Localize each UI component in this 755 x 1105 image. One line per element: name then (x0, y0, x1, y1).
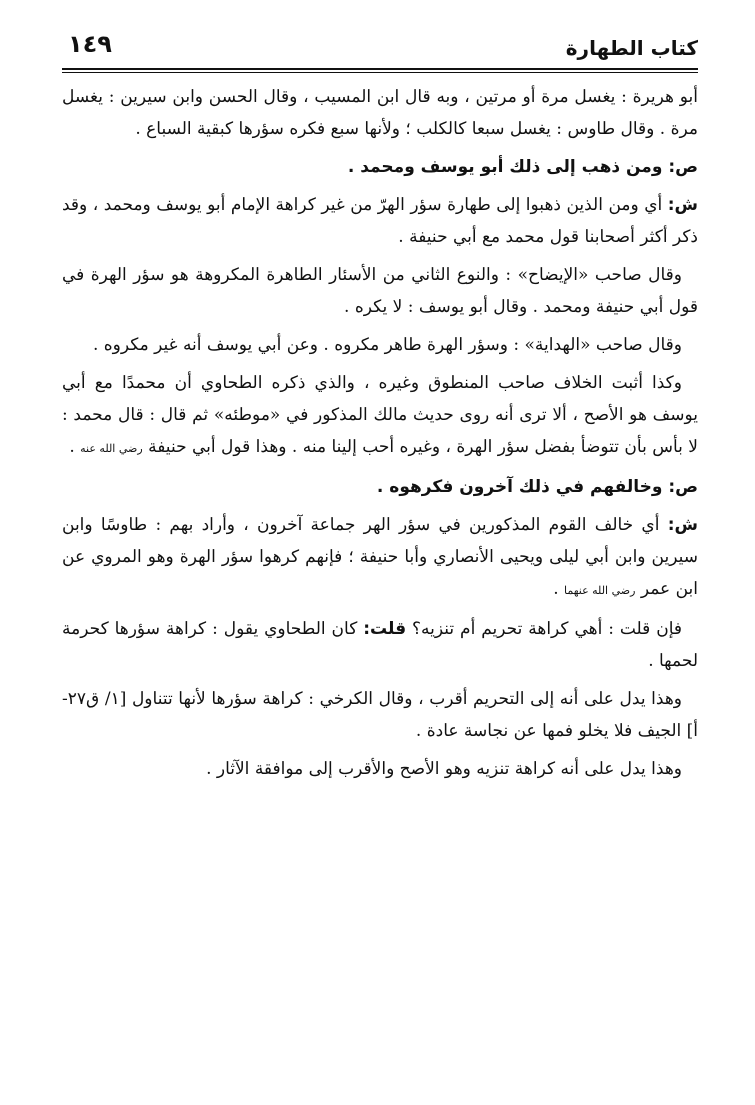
paragraph-4: وكذا أثبت الخلاف صاحب المنطوق وغيره ، والذي ذكره الطحاوي أن محمدًا مع أبي يوسف هو الأصح ، ألا ترى أنه روى حديث مالك المذكور في «موطئه» ثم قال : قال محمد : لا بأس بأن تتوضأ بفضل سؤر الهرة ، وغيره أحب إلينا منه . وهذا قول أبي حنيفة رضي الله عنه . (62, 373, 698, 457)
page-body (62, 81, 698, 785)
book-page (62, 28, 698, 791)
paragraph-3: وقال صاحب «الهداية» : وسؤر الهرة طاهر مكروه . وعن أبي يوسف أنه غير مكروه . (92, 335, 682, 355)
matn-heading-2 (62, 471, 698, 503)
qultu-label: قلت: (363, 619, 407, 639)
sharh-text-1: أي ومن الذين ذهبوا إلى طهارة سؤر الهرّ من غير كراهة الإمام أبو يوسف ومحمد ، وقد ذكر أكثر أصحابنا قول محمد مع أبي حنيفة . (62, 195, 698, 247)
page-number: ١٤٩ (68, 30, 112, 58)
book-title: كتاب الطهارة (565, 36, 698, 60)
header-rule (62, 68, 698, 73)
honorific-2: رضي الله عنهما (564, 584, 636, 597)
page-header (62, 28, 698, 62)
sharh-paragraph-2: ش: أي خالف القوم المذكورين في سؤر الهر جماعة آخرون ، وأراد بهم : طاوسًا وابن سيرين وابن أبي ليلى ويحيى الأنصاري وأبا حنيفة ؛ فإنهم كرهوا سؤر الهرة وهو المروي عن ابن عمر رضي الله عنهما . (62, 515, 698, 599)
paragraph-5-answer: كان الطحاوي يقول : كراهة سؤرها كحرمة لحمها . (62, 619, 698, 671)
paragraph-6: وهذا يدل على أنه إلى التحريم أقرب ، وقال الكرخي : كراهة سؤرها لأنها تتناول [١/ ق٢٧-أ] الجيف فلا يخلو فمها عن نجاسة عادة . (62, 689, 698, 741)
paragraph-4-text: وكذا أثبت الخلاف صاحب المنطوق وغيره ، والذي ذكره الطحاوي أن محمدًا مع أبي يوسف هو الأصح ، ألا ترى أنه روى حديث مالك المذكور في «موطئه» ثم قال : قال محمد : لا بأس بأن تتوضأ بفضل سؤر الهرة ، وغيره أحب إلينا منه . وهذا قول أبي حنيفة (62, 373, 698, 457)
matn-text-2: وخالفهم في ذلك آخرون فكرهوه . (376, 477, 663, 497)
sad-label: ص: (668, 157, 698, 177)
sad-label: ص: (668, 477, 698, 497)
paragraph-5-question: فإن قلت : أهي كراهة تحريم أم تنزيه؟ (412, 619, 683, 639)
paragraph-2: وقال صاحب «الإيضاح» : والنوع الثاني من الأسئار الطاهرة المكروهة هو سؤر الهرة في قول أبي حنيفة ومحمد . وقال أبو يوسف : لا يكره . (62, 265, 698, 317)
paragraph-7: وهذا يدل على أنه كراهة تنزيه وهو الأصح والأقرب إلى موافقة الآثار . (206, 759, 682, 779)
matn-text-1: ومن ذهب إلى ذلك أبو يوسف ومحمد . (347, 157, 663, 177)
honorific-1: رضي الله عنه (80, 442, 143, 455)
paragraph-5 (62, 613, 698, 677)
shin-label: ش: (667, 195, 698, 215)
shin-label: ش: (667, 515, 698, 535)
sharh-text-2: أي خالف القوم المذكورين في سؤر الهر جماعة آخرون ، وأراد بهم : طاوسًا وابن سيرين وابن أبي ليلى ويحيى الأنصاري وأبا حنيفة ؛ فإنهم كرهوا سؤر الهرة وهو المروي عن ابن عمر (62, 515, 698, 599)
sharh-paragraph-1 (62, 189, 698, 253)
matn-heading-1 (62, 151, 698, 183)
paragraph-1: أبو هريرة : يغسل مرة أو مرتين ، وبه قال ابن المسيب ، وقال الحسن وابن سيرين : يغسل مرة . وقال طاوس : يغسل سبعا كالكلب ؛ ولأنها سبع فكره سؤرها كبقية السباع . (62, 87, 698, 139)
